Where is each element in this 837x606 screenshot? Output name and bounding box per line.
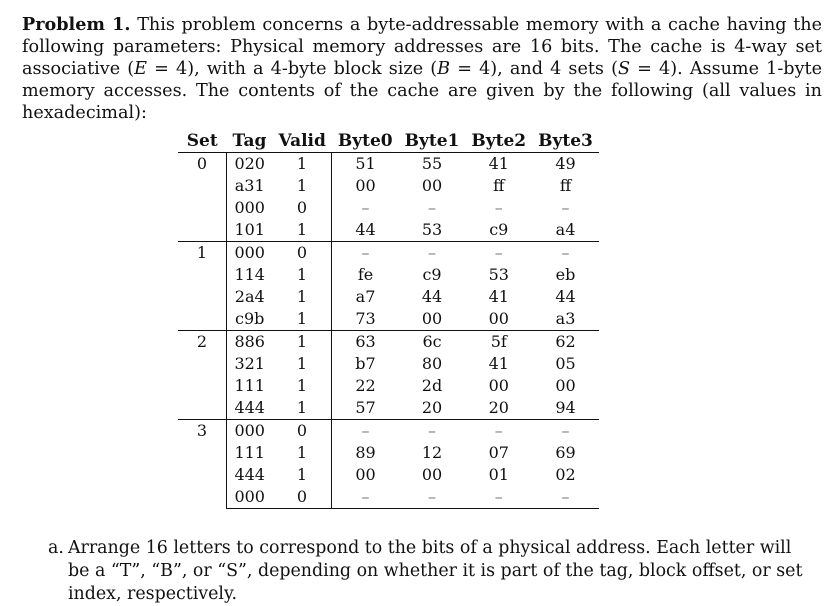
valid-cell: 1: [272, 353, 331, 375]
header-valid: Valid: [272, 130, 331, 153]
tag-cell: 321: [234, 354, 265, 373]
cache-line-row: [178, 486, 599, 509]
cache-line-row: [178, 420, 599, 443]
byte2-cell: –: [494, 198, 503, 217]
byte3-cell: –: [532, 420, 599, 443]
cache-line-row: [178, 197, 599, 219]
byte1-cell: 6c: [399, 331, 466, 354]
byte2-cell: –: [465, 420, 532, 443]
valid-cell: 1: [272, 264, 331, 286]
byte0-cell: –: [332, 420, 399, 443]
cache-table: [178, 130, 599, 509]
byte2-cell: 41: [488, 354, 509, 373]
byte2-cell: 01: [488, 465, 509, 484]
byte1-cell: 12: [421, 443, 443, 462]
byte0-cell: 22: [355, 376, 376, 395]
cache-line-row: [178, 331, 599, 354]
problem-text-2: = 4), with a 4-byte block size (: [147, 59, 438, 79]
tag-cell: 114: [234, 265, 265, 284]
byte2-cell: 07: [488, 443, 509, 462]
byte1-cell: 80: [421, 354, 443, 373]
byte2-cell: ff: [493, 176, 505, 195]
tag-cell: a31: [234, 176, 265, 195]
byte1-cell: 2d: [421, 376, 443, 395]
byte1-cell: c9: [422, 265, 442, 284]
part-a-text: Arrange 16 letters to correspond to the bits of a physical address. Each letter will be a “T”, “B”, or “S”, depending on whether it is part of the tag, block offset, or set index, respectively.: [68, 538, 803, 604]
byte2-cell: 5f: [465, 331, 532, 354]
valid-cell: 1: [272, 286, 331, 308]
var-s: S: [617, 59, 631, 79]
cache-line-row: [178, 353, 599, 375]
header-byte1: Byte1: [399, 130, 466, 153]
problem-statement: [22, 14, 822, 124]
byte0-cell: –: [332, 242, 399, 265]
tag-cell: 020: [234, 154, 265, 173]
valid-cell: 1: [272, 464, 331, 486]
byte3-cell: –: [561, 198, 570, 217]
tag-cell: 101: [234, 220, 265, 239]
byte2-cell: 41: [488, 154, 509, 173]
byte1-cell: –: [399, 242, 466, 265]
cache-body: [178, 153, 599, 509]
byte0-cell: b7: [355, 354, 376, 373]
cache-line-row: [178, 375, 599, 397]
byte1-cell: 00: [421, 465, 443, 484]
tag-cell: 000: [227, 420, 273, 443]
byte3-cell: 69: [555, 443, 576, 462]
byte1-cell: 44: [421, 287, 443, 306]
cache-line-row: [178, 264, 599, 286]
tag-cell: 2a4: [234, 287, 265, 306]
byte0-cell: fe: [357, 265, 374, 284]
byte3-cell: 05: [555, 354, 576, 373]
var-b: B: [437, 59, 451, 79]
header-tag: Tag: [227, 130, 273, 153]
byte3-cell: –: [532, 242, 599, 265]
byte1-cell: –: [399, 486, 466, 509]
tag-cell: 000: [227, 486, 273, 509]
cache-line-row: [178, 308, 599, 331]
valid-cell: 1: [272, 219, 331, 242]
byte2-cell: 41: [488, 287, 509, 306]
valid-cell: 1: [272, 153, 331, 176]
valid-cell: 1: [272, 397, 331, 420]
byte3-cell: 62: [532, 331, 599, 354]
byte0-cell: a7: [355, 287, 376, 306]
byte2-cell: 53: [488, 265, 509, 284]
valid-cell: 0: [272, 197, 331, 219]
valid-cell: 0: [272, 420, 331, 443]
byte0-cell: –: [332, 486, 399, 509]
header-byte2: Byte2: [465, 130, 532, 153]
byte3-cell: 00: [555, 376, 576, 395]
byte1-cell: 55: [421, 154, 443, 173]
byte2-cell: 20: [488, 398, 509, 417]
valid-cell: 1: [272, 308, 331, 331]
byte0-cell: 44: [355, 220, 376, 239]
byte3-cell: ff: [559, 176, 572, 195]
byte2-cell: 00: [488, 309, 509, 328]
cache-line-row: [178, 175, 599, 197]
byte2-cell: –: [465, 486, 532, 509]
byte0-cell: 89: [355, 443, 376, 462]
byte0-cell: –: [361, 198, 370, 217]
header-byte3: Byte3: [532, 130, 599, 153]
byte2-cell: 00: [488, 376, 509, 395]
byte0-cell: 63: [332, 331, 399, 354]
byte1-cell: 20: [421, 398, 443, 417]
problem-text-4: = 4). Assume 1-byte memory accesses. The contents of the cache are given by the following (all values in hexadecimal):: [22, 59, 822, 123]
valid-cell: 1: [272, 375, 331, 397]
byte3-cell: –: [532, 486, 599, 509]
valid-cell: 1: [272, 331, 331, 354]
byte3-cell: eb: [555, 265, 576, 284]
byte0-cell: 51: [355, 154, 376, 173]
byte0-cell: 00: [355, 176, 376, 195]
byte3-cell: 02: [555, 465, 576, 484]
tag-cell: 111: [234, 443, 265, 462]
byte1-cell: 53: [421, 220, 443, 239]
cache-line-row: [178, 286, 599, 308]
byte3-cell: 44: [555, 287, 576, 306]
byte0-cell: 00: [355, 465, 376, 484]
part-a-label: a.: [48, 538, 64, 558]
valid-cell: 0: [272, 242, 331, 265]
tag-cell: 000: [227, 242, 273, 265]
valid-cell: 0: [272, 486, 331, 509]
byte2-cell: c9: [489, 220, 509, 239]
byte1-cell: 00: [421, 309, 443, 328]
cache-line-row: [178, 397, 599, 420]
byte3-cell: a3: [555, 309, 576, 328]
cache-line-row: [178, 219, 599, 242]
cache-header-row: [178, 130, 599, 153]
tag-cell: c9b: [235, 309, 265, 328]
problem-text-3: = 4), and 4 sets (: [450, 59, 618, 79]
cache-line-row: [178, 442, 599, 464]
byte0-cell: 57: [355, 398, 376, 417]
tag-cell: 886: [227, 331, 273, 354]
valid-cell: 1: [272, 442, 331, 464]
byte3-cell: a4: [555, 220, 576, 239]
byte3-cell: 49: [555, 154, 576, 173]
tag-cell: 000: [234, 198, 265, 217]
valid-cell: 1: [272, 175, 331, 197]
set-index-cell: 2: [178, 331, 227, 420]
byte1-cell: –: [399, 420, 466, 443]
byte1-cell: 00: [421, 176, 443, 195]
byte3-cell: 94: [555, 398, 576, 417]
tag-cell: 444: [234, 465, 265, 484]
byte2-cell: –: [465, 242, 532, 265]
part-a: [48, 537, 818, 606]
var-e: E: [134, 59, 148, 79]
set-index-cell: 0: [178, 153, 227, 242]
header-set: Set: [178, 130, 227, 153]
header-byte0: Byte0: [332, 130, 399, 153]
cache-line-row: [178, 242, 599, 265]
tag-cell: 111: [234, 376, 265, 395]
set-index-cell: 3: [178, 420, 227, 509]
byte0-cell: 73: [355, 309, 376, 328]
byte1-cell: –: [428, 198, 437, 217]
set-index-cell: 1: [178, 242, 227, 331]
cache-line-row: [178, 464, 599, 486]
tag-cell: 444: [234, 398, 265, 417]
problem-label: Problem 1.: [22, 14, 131, 35]
cache-line-row: [178, 153, 599, 176]
problem-text-1: This problem concerns a byte-addressable memory with a cache having the following parameters: Physical memory addresses are 16 bits. The cache is 4-way set associative (: [22, 15, 823, 79]
